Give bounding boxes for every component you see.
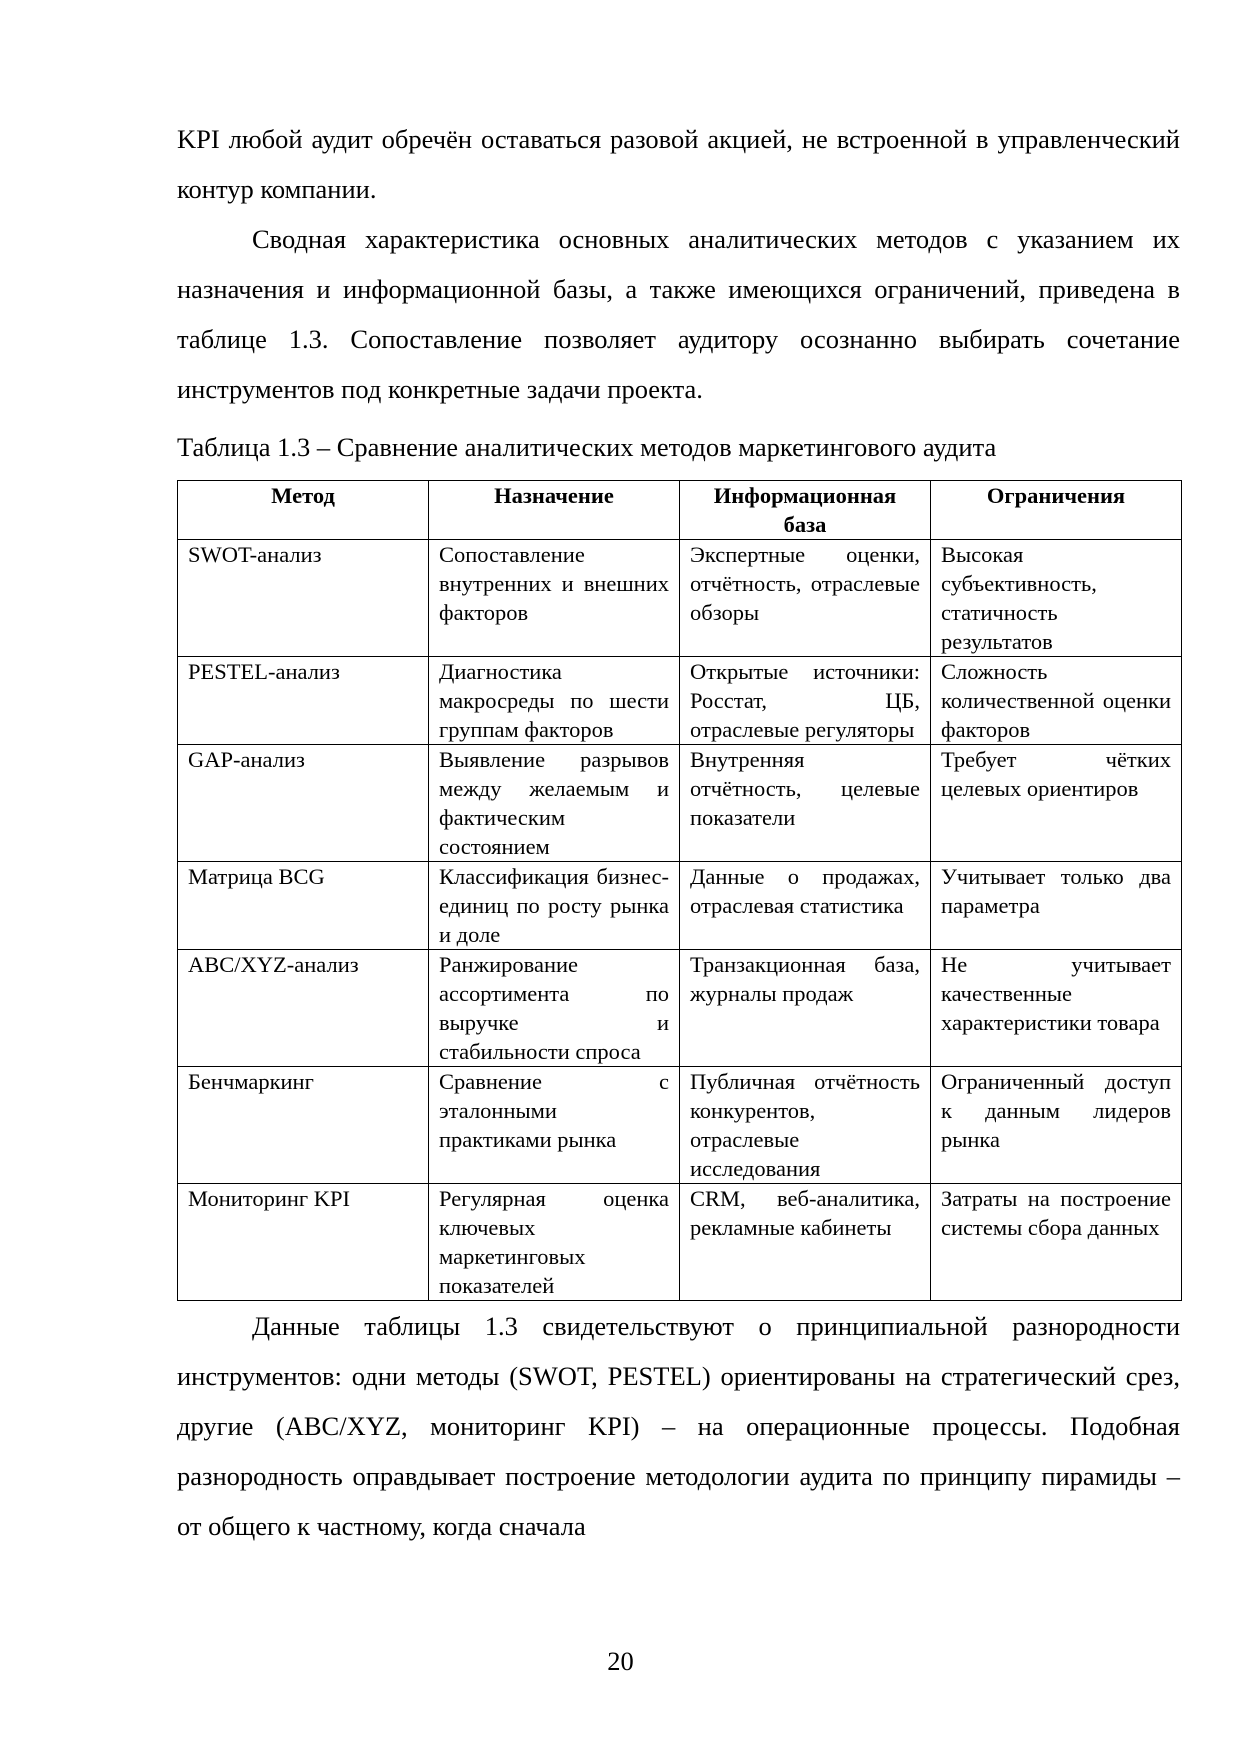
cell-limitations: Не учитывает качественные характеристики товара	[931, 950, 1182, 1067]
cell-method: GAP-анализ	[178, 745, 429, 862]
paragraph-summary-intro: Сводная характеристика основных аналитических методов с указанием их назначения и информационной базы, а также имеющихся ограничений, приведена в таблице 1.3. Сопоставление позволяет аудитору осознанно выбирать сочетание инструментов под конкретные задачи проекта.	[177, 224, 1180, 404]
table-row	[178, 540, 1182, 657]
cell-purpose: Выявление разрывов между желаемым и фактическим состоянием	[429, 745, 680, 862]
cell-limitations: Учитывает только два параметра	[931, 862, 1182, 950]
table-row	[178, 1184, 1182, 1301]
cell-limitations: Высокая субъективность, статичность результатов	[931, 540, 1182, 657]
cell-limitations: Затраты на построение системы сбора данных	[931, 1184, 1182, 1301]
header-limitations: Ограничения	[931, 481, 1182, 540]
table-row	[178, 657, 1182, 745]
cell-method: Матрица BCG	[178, 862, 429, 950]
cell-method: PESTEL-анализ	[178, 657, 429, 745]
cell-information-base: CRM, веб-аналитика, рекламные кабинеты	[680, 1184, 931, 1301]
methods-comparison-table	[177, 480, 1182, 1301]
header-information-base: Информационная база	[680, 481, 931, 540]
cell-information-base: Экспертные оценки, отчётность, отраслевые обзоры	[680, 540, 931, 657]
table-caption: Таблица 1.3 – Сравнение аналитических методов маркетингового аудита	[177, 432, 997, 462]
cell-information-base: Данные о продажах, отраслевая статистика	[680, 862, 931, 950]
table-row	[178, 950, 1182, 1067]
cell-purpose: Сравнение с эталонными практиками рынка	[429, 1067, 680, 1184]
table-row	[178, 1067, 1182, 1184]
cell-method: Мониторинг KPI	[178, 1184, 429, 1301]
paragraph-table-conclusion: Данные таблицы 1.3 свидетельствуют о принципиальной разнородности инструментов: одни методы (SWOT, PESTEL) ориентированы на стратегический срез, другие (ABC/XYZ, мониторинг KPI) – на операционные процессы. Подобная разнородность оправдывает построение методологии аудита по принципу пирамиды – от общего к частному, когда сначала	[177, 1311, 1180, 1541]
cell-method: ABC/XYZ-анализ	[178, 950, 429, 1067]
cell-purpose: Сопоставление внутренних и внешних факторов	[429, 540, 680, 657]
table-header-row	[178, 481, 1182, 540]
cell-purpose: Классификация бизнес-единиц по росту рынка и доле	[429, 862, 680, 950]
cell-information-base: Внутренняя отчётность, целевые показатели	[680, 745, 931, 862]
cell-information-base: Публичная отчётность конкурентов, отраслевые исследования	[680, 1067, 931, 1184]
page-number: 20	[607, 1646, 634, 1676]
cell-limitations: Требует чётких целевых ориентиров	[931, 745, 1182, 862]
cell-information-base: Транзакционная база, журналы продаж	[680, 950, 931, 1067]
cell-purpose: Ранжирование ассортимента по выручке и стабильности спроса	[429, 950, 680, 1067]
document-body	[177, 114, 1180, 1551]
cell-limitations: Сложность количественной оценки факторов	[931, 657, 1182, 745]
header-purpose: Назначение	[429, 481, 680, 540]
table-row	[178, 745, 1182, 862]
header-method: Метод	[178, 481, 429, 540]
cell-method: SWOT-анализ	[178, 540, 429, 657]
cell-limitations: Ограниченный доступ к данным лидеров рынка	[931, 1067, 1182, 1184]
cell-information-base: Открытые источники: Росстат, ЦБ, отраслевые регуляторы	[680, 657, 931, 745]
cell-purpose: Диагностика макросреды по шести группам факторов	[429, 657, 680, 745]
table-row	[178, 862, 1182, 950]
paragraph-kpi-continuation: KPI любой аудит обречён оставаться разовой акцией, не встроенной в управленческий контур компании.	[177, 124, 1180, 204]
cell-method: Бенчмаркинг	[178, 1067, 429, 1184]
cell-purpose: Регулярная оценка ключевых маркетинговых показателей	[429, 1184, 680, 1301]
